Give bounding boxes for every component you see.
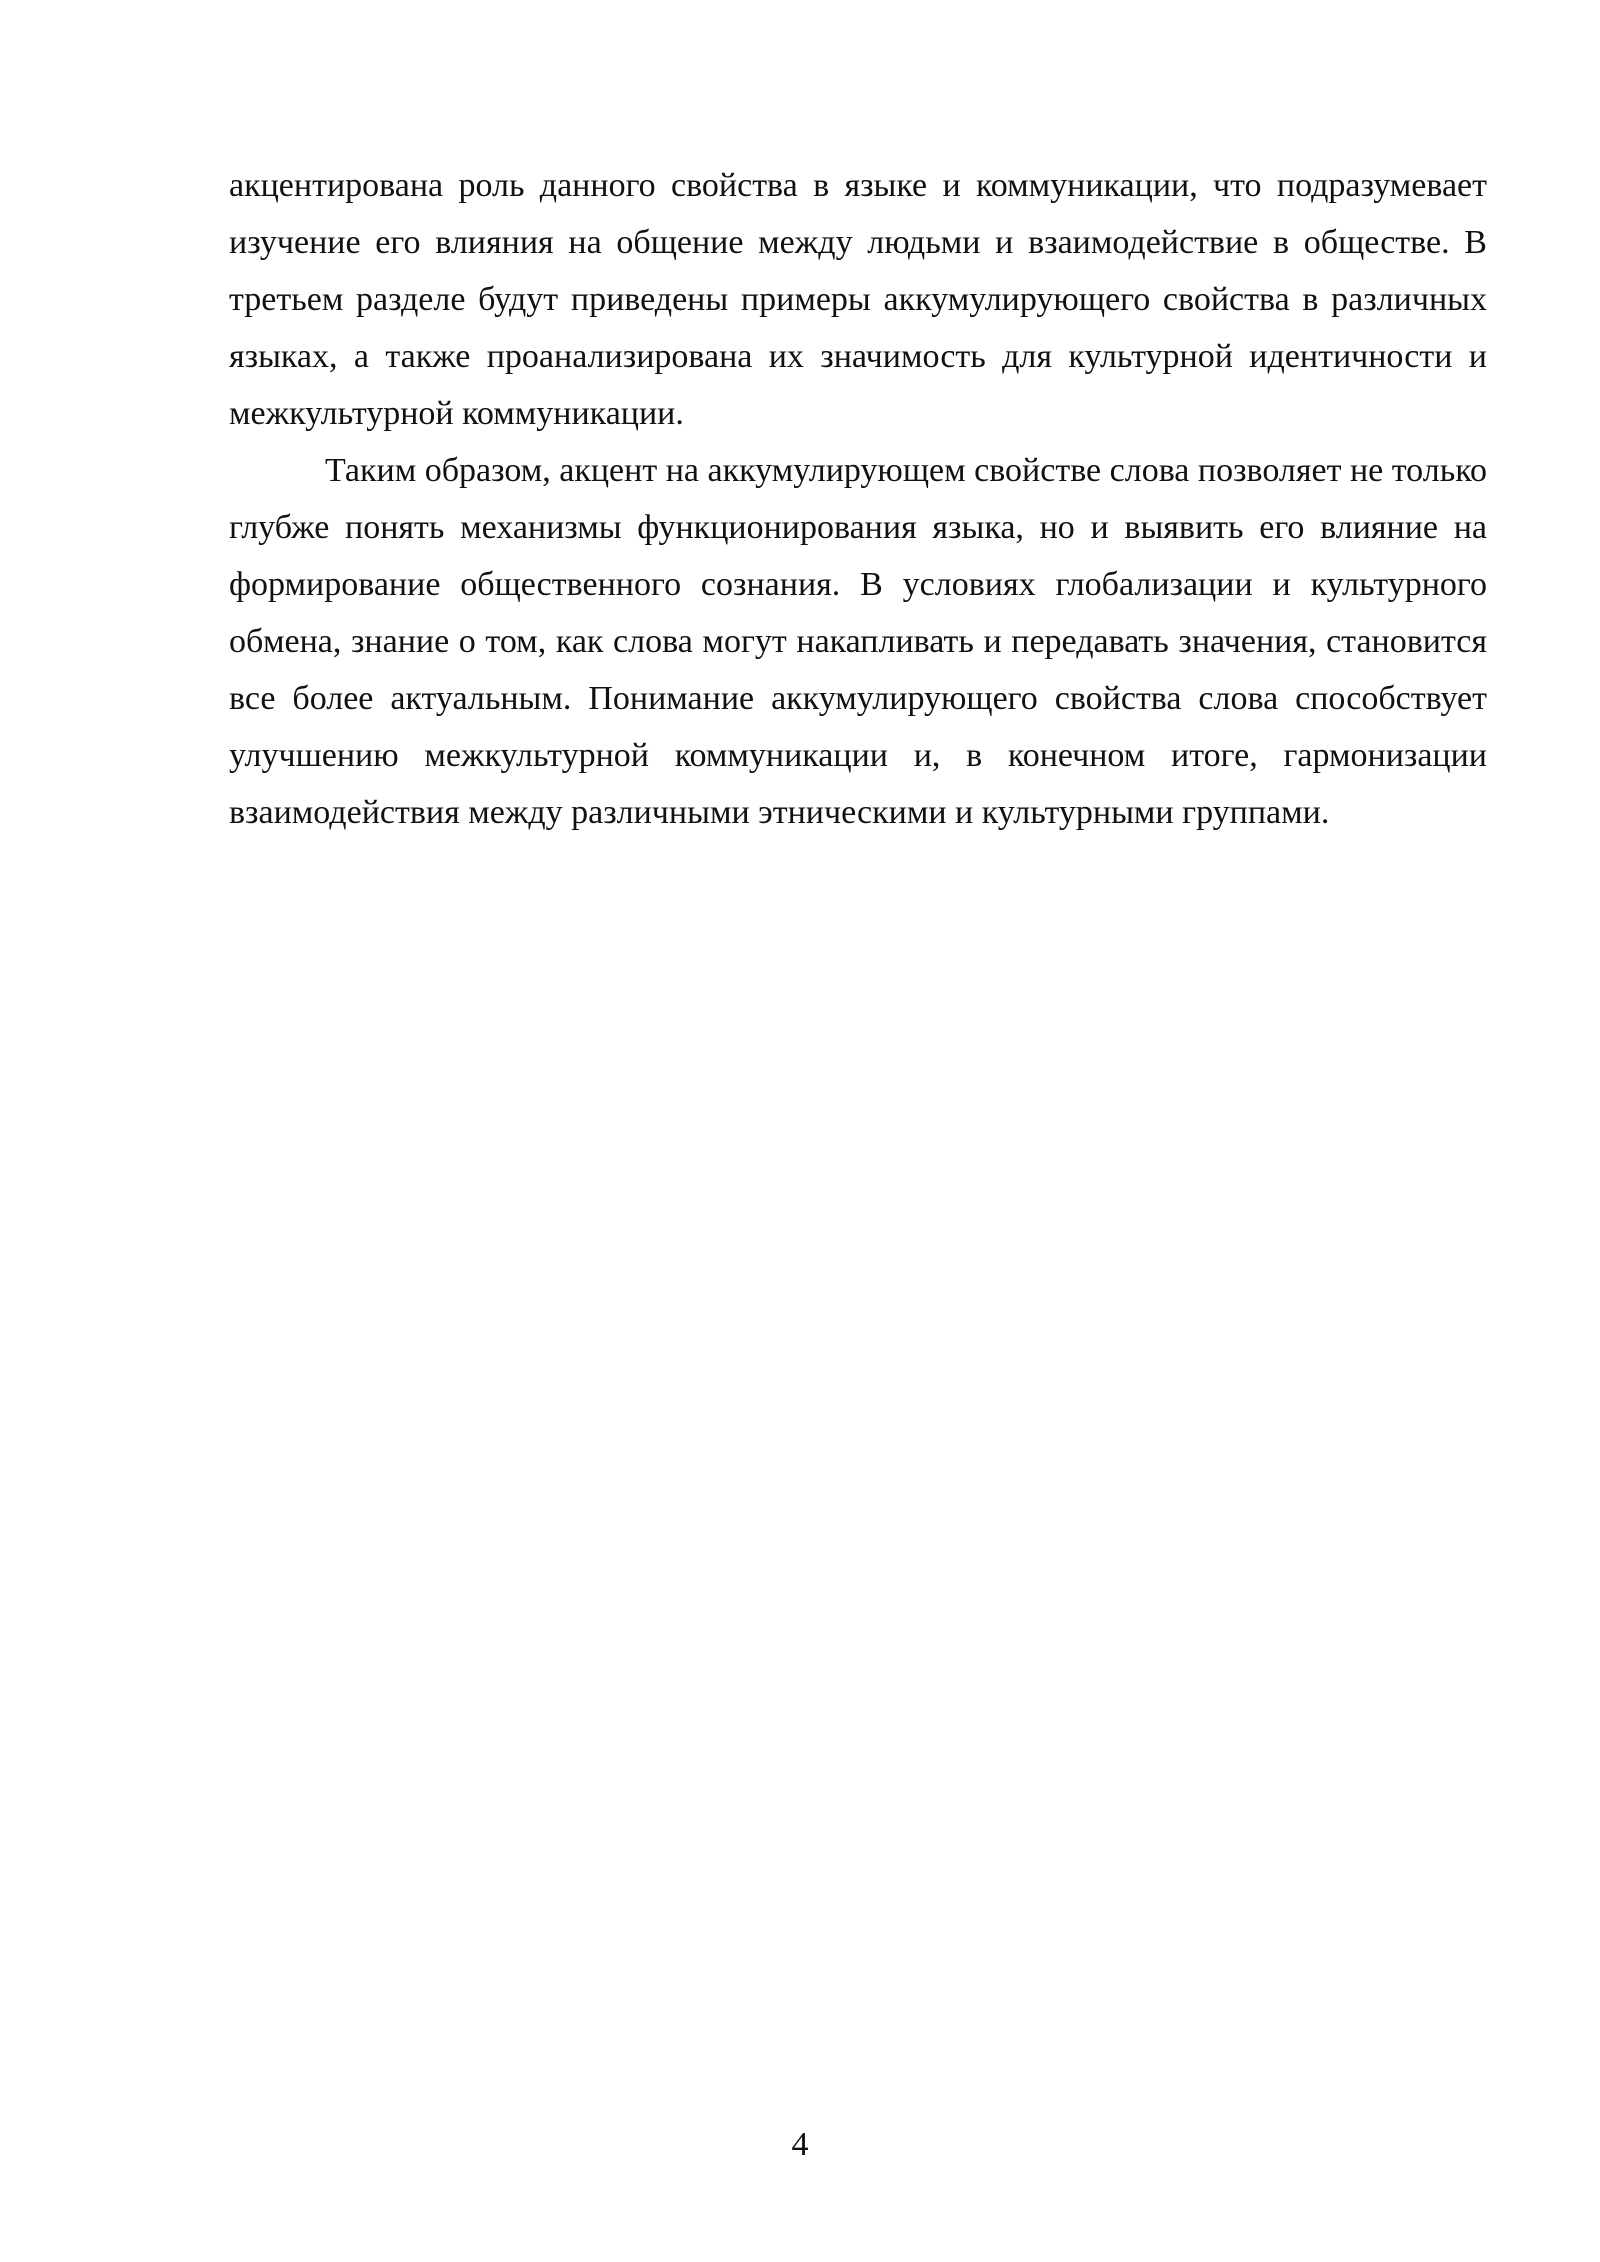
paragraph-conclusion: Таким образом, акцент на аккумулирующем свойстве слова позволяет не только глубже понять механизмы функционирования языка, но и выявить его влияние на формирование общественного сознания. В условиях глобализации и культурного обмена, знание о том, как слова могут накапливать и передавать значения, становится все более актуальным. Понимание аккумулирующего свойства слова способствует улучшению межкультурной коммуникации и, в конечном итоге, гармонизации взаимодействия между различными этническими и культурными группами.	[229, 452, 1487, 831]
body-text	[229, 157, 1487, 841]
page-number: 4	[791, 2126, 809, 2163]
paragraph-continuation: акцентирована роль данного свойства в языке и коммуникации, что подразумевает изучение его влияния на общение между людьми и взаимодействие в обществе. В третьем разделе будут приведены примеры аккумулирующего свойства в различных языках, а также проанализирована их значимость для культурной идентичности и межкультурной коммуникации.	[229, 167, 1487, 432]
